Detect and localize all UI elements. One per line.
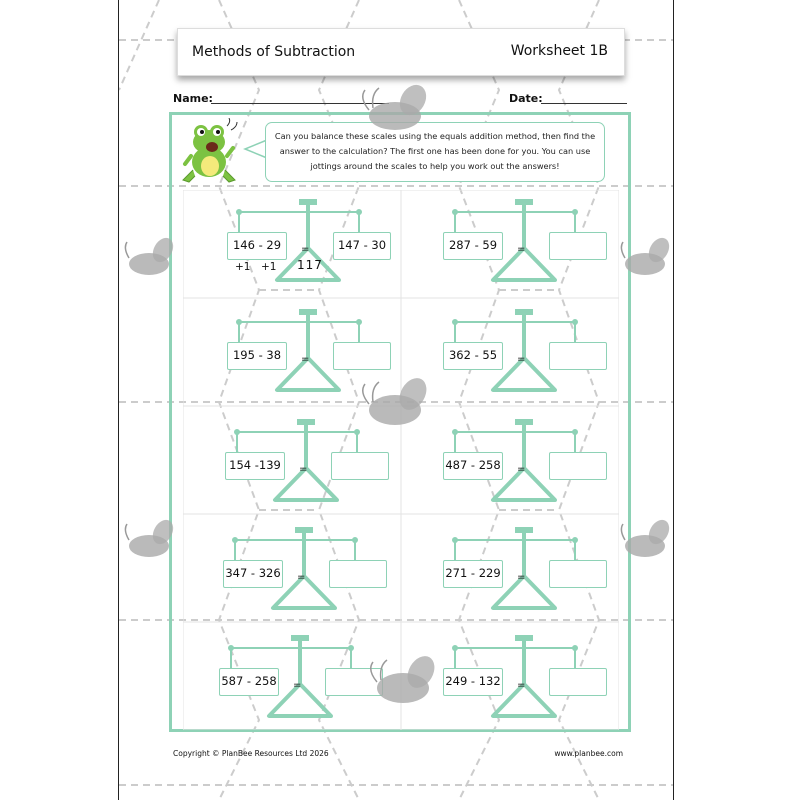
name-label: Name:: [173, 92, 213, 105]
equals-sign: =: [517, 572, 526, 583]
footer-copyright: Copyright © PlanBee Resources Ltd 2026: [173, 749, 329, 758]
scale-question-6: [415, 302, 615, 407]
equals-sign: =: [301, 354, 310, 365]
equals-sign: =: [517, 354, 526, 365]
scale-question-3: [195, 520, 395, 625]
answer-box[interactable]: [549, 668, 607, 696]
equals-sign: =: [517, 244, 526, 255]
scales-grid: [183, 190, 619, 730]
answer-box[interactable]: [549, 342, 607, 370]
question-box: 195 - 38: [227, 342, 287, 370]
question-box: 146 - 29: [227, 232, 287, 260]
bee-icon: [615, 236, 674, 280]
question-box: 347 - 326: [223, 560, 283, 588]
worksheet-title: Methods of Subtraction: [192, 44, 356, 60]
answer-box[interactable]: [549, 452, 607, 480]
worksheet-number: Worksheet 1B: [510, 43, 608, 59]
equals-sign: =: [299, 464, 308, 475]
equals-sign: =: [297, 572, 306, 583]
footer-website: www.planbee.com: [554, 749, 623, 758]
date-field[interactable]: [541, 103, 627, 104]
jotting-plus-one-right: +1: [261, 261, 277, 273]
bee-icon: [363, 654, 447, 714]
question-box: 271 - 229: [443, 560, 503, 588]
question-box: 154 -139: [225, 452, 285, 480]
equals-sign: =: [301, 244, 310, 255]
equivalent-box: 147 - 30: [333, 232, 391, 260]
jotting-plus-one-left: +1: [235, 261, 251, 273]
bee-icon: [355, 376, 439, 436]
question-box: 249 - 132: [443, 668, 503, 696]
example-answer: 117: [297, 258, 323, 272]
scale-question-5: [415, 192, 615, 297]
equals-sign: =: [517, 464, 526, 475]
answer-box[interactable]: [331, 452, 389, 480]
question-box: 362 - 55: [443, 342, 503, 370]
bee-icon: [355, 84, 439, 138]
instructions-bubble: Can you balance these scales using the equals addition method, then find the answer to the calculation? The first one has been done for you. You can use jottings around the scales to help you work out the answers!: [265, 122, 605, 182]
question-box: 287 - 59: [443, 232, 503, 260]
frog-mascot-icon: [179, 118, 245, 190]
equals-sign: =: [517, 680, 526, 691]
bee-icon: [615, 518, 674, 562]
answer-box[interactable]: [549, 232, 607, 260]
bee-icon: [119, 518, 179, 562]
question-box: 487 - 258: [443, 452, 503, 480]
scale-question-8: [415, 520, 615, 625]
scale-question-7: [415, 412, 615, 517]
answer-box[interactable]: [549, 560, 607, 588]
scale-question-4: [191, 628, 391, 733]
answer-box[interactable]: [329, 560, 387, 588]
scale-example: [199, 192, 399, 297]
worksheet-header: [177, 28, 625, 76]
worksheet-page: [118, 0, 674, 800]
date-label: Date:: [509, 92, 543, 105]
question-box: 587 - 258: [219, 668, 279, 696]
equals-sign: =: [293, 680, 302, 691]
bee-icon: [119, 236, 179, 280]
answer-box[interactable]: [333, 342, 391, 370]
